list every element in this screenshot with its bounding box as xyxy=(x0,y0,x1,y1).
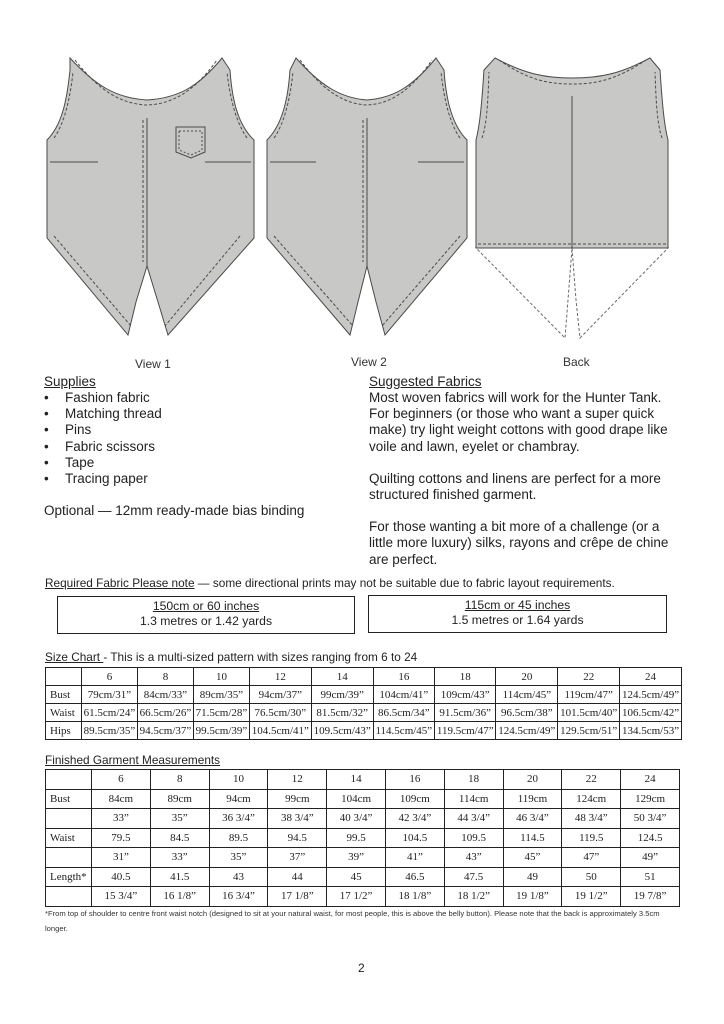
table-cell: 124.5cm/49” xyxy=(496,722,558,740)
back-label: Back xyxy=(563,355,590,369)
table-cell: 84.5 xyxy=(150,828,209,848)
table-cell: 94.5cm/37” xyxy=(137,722,193,740)
view-1-front-illustration xyxy=(47,58,254,335)
table-row xyxy=(46,828,680,848)
table-cell: 99.5cm/39” xyxy=(193,722,249,740)
table-cell: 33” xyxy=(92,809,151,829)
table-cell: 35” xyxy=(209,848,268,868)
supplies-item: • Fashion fabric xyxy=(44,390,344,406)
size-header: 24 xyxy=(621,770,680,790)
supplies-heading: Supplies xyxy=(44,374,96,389)
row-label: Length* xyxy=(46,867,92,887)
table-row xyxy=(46,887,680,907)
size-header: 8 xyxy=(150,770,209,790)
table-cell: 84cm/33” xyxy=(137,686,193,704)
table-row xyxy=(46,704,682,722)
table-corner xyxy=(46,770,92,790)
size-header: 10 xyxy=(193,668,249,686)
table-cell: 99cm/39” xyxy=(311,686,373,704)
fabric-width-115: 115cm or 45 inches xyxy=(464,598,571,612)
table-cell: 18 1/8” xyxy=(385,887,444,907)
table-cell: 89.5cm/35” xyxy=(82,722,138,740)
table-cell: 36 3/4” xyxy=(209,809,268,829)
size-header: 16 xyxy=(373,668,434,686)
table-cell: 46 3/4” xyxy=(503,809,562,829)
fabrics-line: make) try light weight cottons with good drape like xyxy=(369,422,668,438)
size-header: 20 xyxy=(496,668,558,686)
supplies-item: • Fabric scissors xyxy=(44,439,344,455)
table-row xyxy=(46,848,680,868)
required-fabric-heading-label: Required Fabric Please note xyxy=(45,576,195,590)
fabrics-line: little more luxury) silks, rayons and crêpe de chine xyxy=(369,535,669,551)
table-cell: 129.5cm/51” xyxy=(558,722,620,740)
supplies-optional: Optional — 12mm ready-made bias binding xyxy=(44,503,305,518)
fabric-width-150-box xyxy=(57,596,355,634)
table-cell: 119.5 xyxy=(562,828,621,848)
table-cell: 109cm xyxy=(385,789,444,809)
table-cell: 44 xyxy=(268,867,327,887)
size-chart-table xyxy=(45,667,682,740)
table-cell: 119cm/47” xyxy=(558,686,620,704)
table-cell: 15 3/4” xyxy=(92,887,151,907)
table-cell: 43” xyxy=(444,848,503,868)
size-chart-heading-label: Size Chart xyxy=(45,650,104,664)
required-fabric-heading xyxy=(45,576,695,590)
table-cell: 129cm xyxy=(621,789,680,809)
size-header: 8 xyxy=(137,668,193,686)
supplies-item: • Tracing paper xyxy=(44,471,344,487)
row-label: Waist xyxy=(46,828,92,848)
size-header: 22 xyxy=(562,770,621,790)
table-cell: 96.5cm/38” xyxy=(496,704,558,722)
table-cell: 19 7/8” xyxy=(621,887,680,907)
table-cell: 16 1/8” xyxy=(150,887,209,907)
fabrics-heading: Suggested Fabrics xyxy=(369,374,482,389)
size-header: 18 xyxy=(435,668,496,686)
table-cell: 79cm/31” xyxy=(82,686,138,704)
size-header: 14 xyxy=(327,770,386,790)
size-header: 20 xyxy=(503,770,562,790)
table-cell: 48 3/4” xyxy=(562,809,621,829)
table-cell: 119.5cm/47” xyxy=(435,722,496,740)
table-cell: 84cm xyxy=(92,789,151,809)
row-label: Waist xyxy=(46,704,82,722)
fabrics-line: structured finished garment. xyxy=(369,487,537,503)
size-header: 24 xyxy=(620,668,682,686)
table-cell: 109.5 xyxy=(444,828,503,848)
fabrics-section xyxy=(369,374,709,568)
table-cell: 18 1/2” xyxy=(444,887,503,907)
table-cell: 124.5 xyxy=(621,828,680,848)
table-cell: 104.5cm/41” xyxy=(249,722,311,740)
finished-garment-heading: Finished Garment Measurements xyxy=(45,753,221,767)
table-cell: 76.5cm/30” xyxy=(249,704,311,722)
table-cell: 94cm xyxy=(209,789,268,809)
table-header-row xyxy=(46,770,680,790)
fabrics-line: For beginners (or those who want a super quick xyxy=(369,406,655,422)
row-label: Bust xyxy=(46,686,82,704)
finished-garment-table xyxy=(45,769,680,907)
fabric-width-150: 150cm or 60 inches xyxy=(152,599,260,613)
size-header: 6 xyxy=(82,668,138,686)
row-label xyxy=(46,809,92,829)
size-chart-heading xyxy=(45,650,695,664)
page-number: 2 xyxy=(358,961,365,975)
fabrics-line: Quilting cottons and linens are perfect for a more xyxy=(369,470,661,486)
row-label: Bust xyxy=(46,789,92,809)
supplies-item: • Matching thread xyxy=(44,406,344,422)
supplies-item: • Pins xyxy=(44,422,344,438)
footnote-line: longer. xyxy=(45,924,68,933)
table-cell: 45 xyxy=(327,867,386,887)
table-cell: 79.5 xyxy=(92,828,151,848)
table-cell: 114.5 xyxy=(503,828,562,848)
row-label: Hips xyxy=(46,722,82,740)
table-cell: 19 1/8” xyxy=(503,887,562,907)
size-header: 6 xyxy=(92,770,151,790)
table-cell: 114cm/45” xyxy=(496,686,558,704)
table-cell: 89.5 xyxy=(209,828,268,848)
table-cell: 17 1/8” xyxy=(268,887,327,907)
table-cell: 47.5 xyxy=(444,867,503,887)
table-cell: 134.5cm/53” xyxy=(620,722,682,740)
table-cell: 19 1/2” xyxy=(562,887,621,907)
supplies-list xyxy=(44,390,344,487)
size-header: 16 xyxy=(385,770,444,790)
garment-illustrations xyxy=(0,0,724,380)
supplies-section xyxy=(44,374,344,487)
table-cell: 40.5 xyxy=(92,867,151,887)
table-cell: 104cm/41” xyxy=(373,686,434,704)
table-cell: 104cm xyxy=(327,789,386,809)
table-row xyxy=(46,867,680,887)
length-footnote xyxy=(45,907,695,935)
table-cell: 81.5cm/32” xyxy=(311,704,373,722)
table-cell: 49 xyxy=(503,867,562,887)
table-row xyxy=(46,789,680,809)
table-cell: 50 3/4” xyxy=(621,809,680,829)
table-cell: 51 xyxy=(621,867,680,887)
table-cell: 61.5cm/24” xyxy=(82,704,138,722)
table-cell: 16 3/4” xyxy=(209,887,268,907)
fabric-width-115-box xyxy=(368,595,667,633)
table-cell: 37” xyxy=(268,848,327,868)
table-cell: 89cm xyxy=(150,789,209,809)
size-header: 12 xyxy=(268,770,327,790)
table-cell: 47” xyxy=(562,848,621,868)
table-cell: 66.5cm/26” xyxy=(137,704,193,722)
view-2-front-illustration xyxy=(267,58,467,335)
table-cell: 94.5 xyxy=(268,828,327,848)
fabrics-line: voile and lawn, eyelet or chambray. xyxy=(369,438,580,454)
table-cell: 39” xyxy=(327,848,386,868)
fabric-length-150: 1.3 metres or 1.42 yards xyxy=(139,614,273,628)
view-1-label: View 1 xyxy=(135,357,171,371)
table-cell: 109.5cm/43” xyxy=(311,722,373,740)
table-cell: 99.5 xyxy=(327,828,386,848)
size-header: 14 xyxy=(311,668,373,686)
required-fabric-note: — some directional prints may not be suitable due to fabric layout requirements. xyxy=(194,576,615,590)
table-cell: 31” xyxy=(92,848,151,868)
table-cell: 45” xyxy=(503,848,562,868)
footnote-line: *From top of shoulder to centre front waist notch (designed to sit at your natural waist, for most people, this is above the belly button). Please note that the back is approximately 3.5cm xyxy=(45,909,660,918)
table-cell: 99cm xyxy=(268,789,327,809)
table-cell: 33” xyxy=(150,848,209,868)
size-header: 18 xyxy=(444,770,503,790)
table-cell: 114.5cm/45” xyxy=(373,722,434,740)
table-cell: 41” xyxy=(385,848,444,868)
view-2-label: View 2 xyxy=(351,355,387,369)
table-cell: 17 1/2” xyxy=(327,887,386,907)
table-corner xyxy=(46,668,82,686)
table-cell: 94cm/37” xyxy=(249,686,311,704)
table-cell: 42 3/4” xyxy=(385,809,444,829)
table-cell: 124.5cm/49” xyxy=(620,686,682,704)
table-cell: 106.5cm/42” xyxy=(620,704,682,722)
table-cell: 124cm xyxy=(562,789,621,809)
table-cell: 49” xyxy=(621,848,680,868)
table-cell: 71.5cm/28” xyxy=(193,704,249,722)
table-row xyxy=(46,809,680,829)
table-cell: 50 xyxy=(562,867,621,887)
table-cell: 119cm xyxy=(503,789,562,809)
table-cell: 40 3/4” xyxy=(327,809,386,829)
table-cell: 86.5cm/34” xyxy=(373,704,434,722)
table-header-row xyxy=(46,668,682,686)
table-row xyxy=(46,686,682,704)
fabrics-line: Most woven fabrics will work for the Hunter Tank. xyxy=(369,390,662,405)
supplies-item: • Tape xyxy=(44,455,344,471)
table-cell: 109cm/43” xyxy=(435,686,496,704)
back-illustration xyxy=(476,58,668,338)
table-cell: 35” xyxy=(150,809,209,829)
size-header: 22 xyxy=(558,668,620,686)
table-cell: 104.5 xyxy=(385,828,444,848)
size-header: 10 xyxy=(209,770,268,790)
row-label xyxy=(46,848,92,868)
table-cell: 46.5 xyxy=(385,867,444,887)
row-label xyxy=(46,887,92,907)
fabrics-line: For those wanting a bit more of a challenge (or a xyxy=(369,519,660,535)
table-cell: 38 3/4” xyxy=(268,809,327,829)
table-cell: 89cm/35” xyxy=(193,686,249,704)
fabric-length-115: 1.5 metres or 1.64 yards xyxy=(451,613,584,627)
table-cell: 44 3/4” xyxy=(444,809,503,829)
table-cell: 101.5cm/40” xyxy=(558,704,620,722)
size-chart-note: - This is a multi-sized pattern with sizes ranging from 6 to 24 xyxy=(103,650,418,664)
size-header: 12 xyxy=(249,668,311,686)
table-cell: 41.5 xyxy=(150,867,209,887)
table-row xyxy=(46,722,682,740)
table-cell: 91.5cm/36” xyxy=(435,704,496,722)
fabrics-line: are perfect. xyxy=(369,551,438,567)
table-cell: 114cm xyxy=(444,789,503,809)
table-cell: 43 xyxy=(209,867,268,887)
